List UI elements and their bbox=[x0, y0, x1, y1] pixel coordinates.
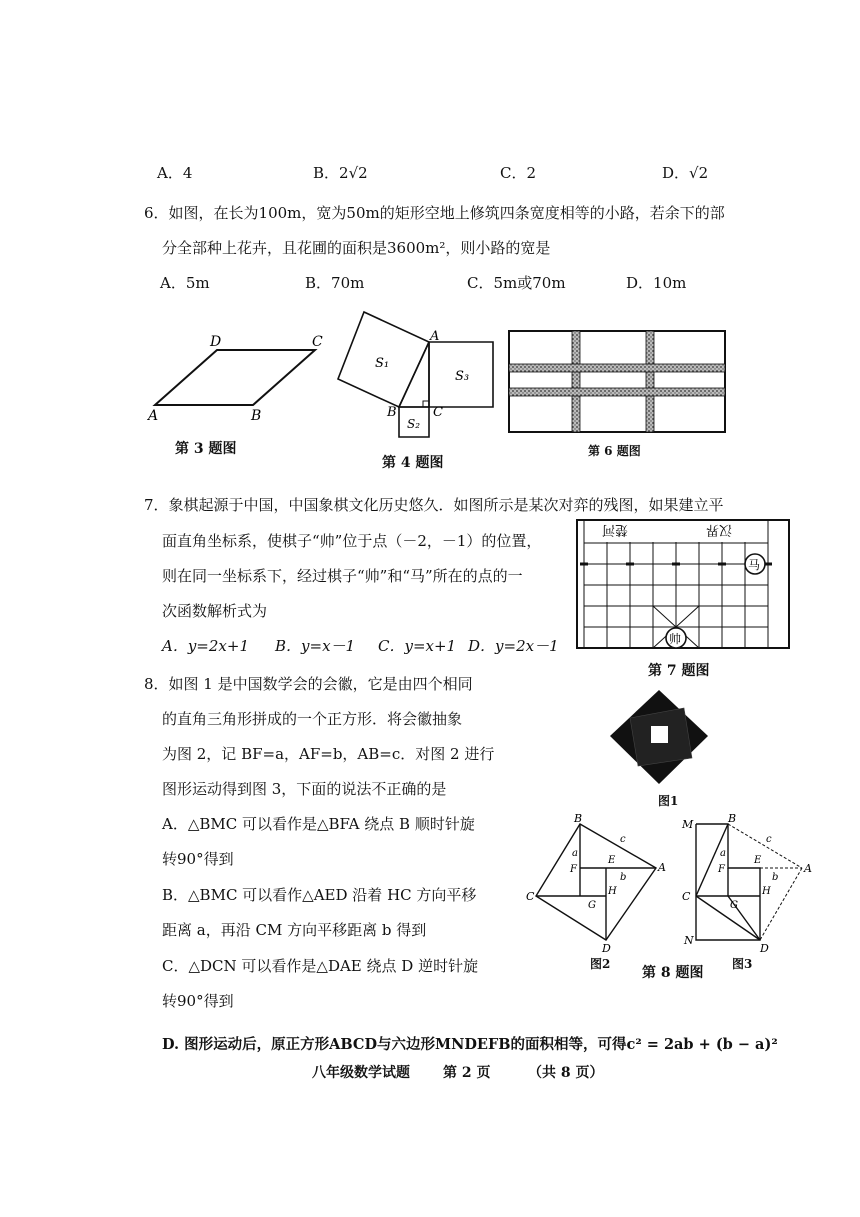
q7-option-a: A．y=2x+1 bbox=[162, 637, 249, 655]
q6-option-c: C．5m或70m bbox=[467, 274, 566, 292]
fig8-2-label-a-side: a bbox=[572, 848, 578, 859]
q5-option-c: C．2 bbox=[500, 164, 537, 182]
fig8-3-label-c: C bbox=[682, 890, 691, 903]
q8-option-b-line2: 距离 a，再沿 CM 方向平移距离 b 得到 bbox=[162, 921, 427, 939]
q7-text-line3: 则在同一坐标系下，经过棋子“帅”和“马”所在的点的一 bbox=[162, 567, 523, 585]
q8-option-a-line1: A．△BMC 可以看作是△BFA 绕点 B 顺时针旋 bbox=[162, 815, 475, 833]
fig4-label-s3: S₃ bbox=[455, 369, 470, 384]
fig8-3-label-b: B bbox=[728, 812, 737, 825]
q8-option-a-line2: 转90°得到 bbox=[162, 850, 234, 868]
fig8-3-label-b-side: b bbox=[772, 872, 779, 883]
fig6-caption: 第 6 题图 bbox=[588, 444, 641, 458]
q6-option-d: D．10m bbox=[626, 274, 687, 292]
q8-text-line1: 8．如图 1 是中国数学会的会徽，它是由四个相同 bbox=[144, 675, 473, 693]
fig8-3-label-c-side: c bbox=[766, 834, 772, 845]
fig8-3-label-a-side: a bbox=[720, 848, 726, 859]
fig3-label-c: C bbox=[312, 334, 323, 350]
fig7-river-right: 汉界 bbox=[705, 522, 732, 537]
footer-total: （共 8 页） bbox=[528, 1065, 604, 1081]
fig7-caption: 第 7 题图 bbox=[648, 663, 710, 679]
q7-option-c: C．y=x+1 bbox=[378, 637, 457, 655]
fig8-2-label-g: G bbox=[588, 900, 596, 911]
q8-text-line4: 图形运动得到图 3，下面的说法不正确的是 bbox=[162, 780, 447, 798]
fig8-3-caption: 图3 bbox=[732, 957, 753, 971]
fig8-3-label-g: G bbox=[730, 900, 738, 911]
fig7-river-left: 楚河 bbox=[601, 522, 628, 537]
fig4-label-s2: S₂ bbox=[407, 417, 421, 431]
fig8-3-label-e: E bbox=[754, 855, 762, 866]
q5-option-b: B．2√2 bbox=[313, 164, 368, 182]
fig7-chess-board bbox=[574, 520, 794, 655]
fig8-2-label-c: C bbox=[526, 890, 535, 903]
q6-option-b: B．70m bbox=[305, 274, 365, 292]
q7-text-line1: 7．象棋起源于中国，中国象棋文化历史悠久．如图所示是某次对弈的残图，如果建立平 bbox=[144, 496, 724, 514]
q7-option-d: D．y=2x－1 bbox=[468, 637, 559, 655]
fig3-label-a: A bbox=[148, 408, 159, 424]
fig8-3-label-d: D bbox=[760, 942, 769, 955]
q8-text-line2: 的直角三角形拼成的一个正方形．将会徽抽象 bbox=[162, 710, 463, 728]
q6-option-a: A．5m bbox=[160, 274, 210, 292]
q7-text-line4: 次函数解析式为 bbox=[162, 602, 268, 620]
fig3-label-b: B bbox=[251, 408, 262, 424]
fig8-2-label-a: A bbox=[658, 861, 666, 874]
q8-option-c-line1: C．△DCN 可以看作是△DAE 绕点 D 逆时针旋 bbox=[162, 957, 479, 975]
fig4-label-s1: S₁ bbox=[375, 356, 390, 371]
q7-text-line2: 面直角坐标系，使棋子“帅”位于点（－2，－1）的位置， bbox=[162, 532, 542, 550]
fig8-1-caption: 图1 bbox=[658, 794, 679, 808]
fig4-caption: 第 4 题图 bbox=[382, 455, 444, 471]
fig8-1-emblem bbox=[604, 688, 714, 788]
q6-text-line2: 分全部种上花卉，且花圃的面积是3600m²，则小路的宽是 bbox=[162, 239, 551, 257]
fig4-label-a: A bbox=[430, 329, 440, 344]
q5-option-d: D．√2 bbox=[662, 164, 709, 182]
fig8-3-label-m: M bbox=[682, 818, 694, 831]
q8-option-b-line1: B．△BMC 可以看作△AED 沿着 HC 方向平移 bbox=[162, 886, 477, 904]
q5-option-a: A．4 bbox=[157, 164, 193, 182]
fig6-roads-rectangle bbox=[508, 330, 728, 435]
q8-option-c-line2: 转90°得到 bbox=[162, 992, 234, 1010]
fig8-caption: 第 8 题图 bbox=[642, 965, 704, 981]
q8-text-line3: 为图 2，记 BF=a，AF=b，AB=c．对图 2 进行 bbox=[162, 745, 495, 763]
fig3-parallelogram bbox=[140, 330, 340, 430]
fig7-piece-ma-label: 马 bbox=[748, 558, 761, 572]
fig3-label-d: D bbox=[210, 334, 222, 350]
q7-option-b: B．y=x－1 bbox=[275, 637, 356, 655]
footer-subject: 八年级数学试题 bbox=[312, 1065, 410, 1081]
fig8-3-hexagon bbox=[680, 812, 820, 955]
fig8-2-label-c-side: c bbox=[620, 834, 626, 845]
footer-page: 第 2 页 bbox=[443, 1065, 491, 1081]
fig8-2-label-h: H bbox=[608, 886, 617, 897]
fig8-2-label-f: F bbox=[570, 864, 577, 875]
fig4-squares bbox=[335, 312, 505, 442]
fig8-3-label-n: N bbox=[684, 934, 694, 947]
fig8-2-label-e: E bbox=[608, 855, 616, 866]
fig4-label-b: B bbox=[387, 405, 397, 420]
q8-option-d: D. 图形运动后，原正方形ABCD与六边形MNDEFB的面积相等，可得c² = 2ab + (b − a)² bbox=[162, 1036, 778, 1053]
fig8-2-square bbox=[526, 812, 668, 955]
fig7-piece-shuai-label: 帅 bbox=[669, 632, 682, 646]
fig3-caption: 第 3 题图 bbox=[175, 441, 237, 457]
q6-text-line1: 6．如图，在长为100m，宽为50m的矩形空地上修筑四条宽度相等的小路，若余下的部 bbox=[144, 204, 725, 222]
fig8-2-label-d: D bbox=[602, 942, 611, 955]
fig8-2-caption: 图2 bbox=[590, 957, 611, 971]
fig8-2-label-b-side: b bbox=[620, 872, 627, 883]
fig8-3-label-h: H bbox=[762, 886, 771, 897]
fig4-label-c: C bbox=[433, 405, 443, 420]
fig8-3-label-f: F bbox=[718, 864, 725, 875]
fig8-3-label-a: A bbox=[804, 862, 812, 875]
fig8-2-label-b: B bbox=[574, 812, 583, 825]
